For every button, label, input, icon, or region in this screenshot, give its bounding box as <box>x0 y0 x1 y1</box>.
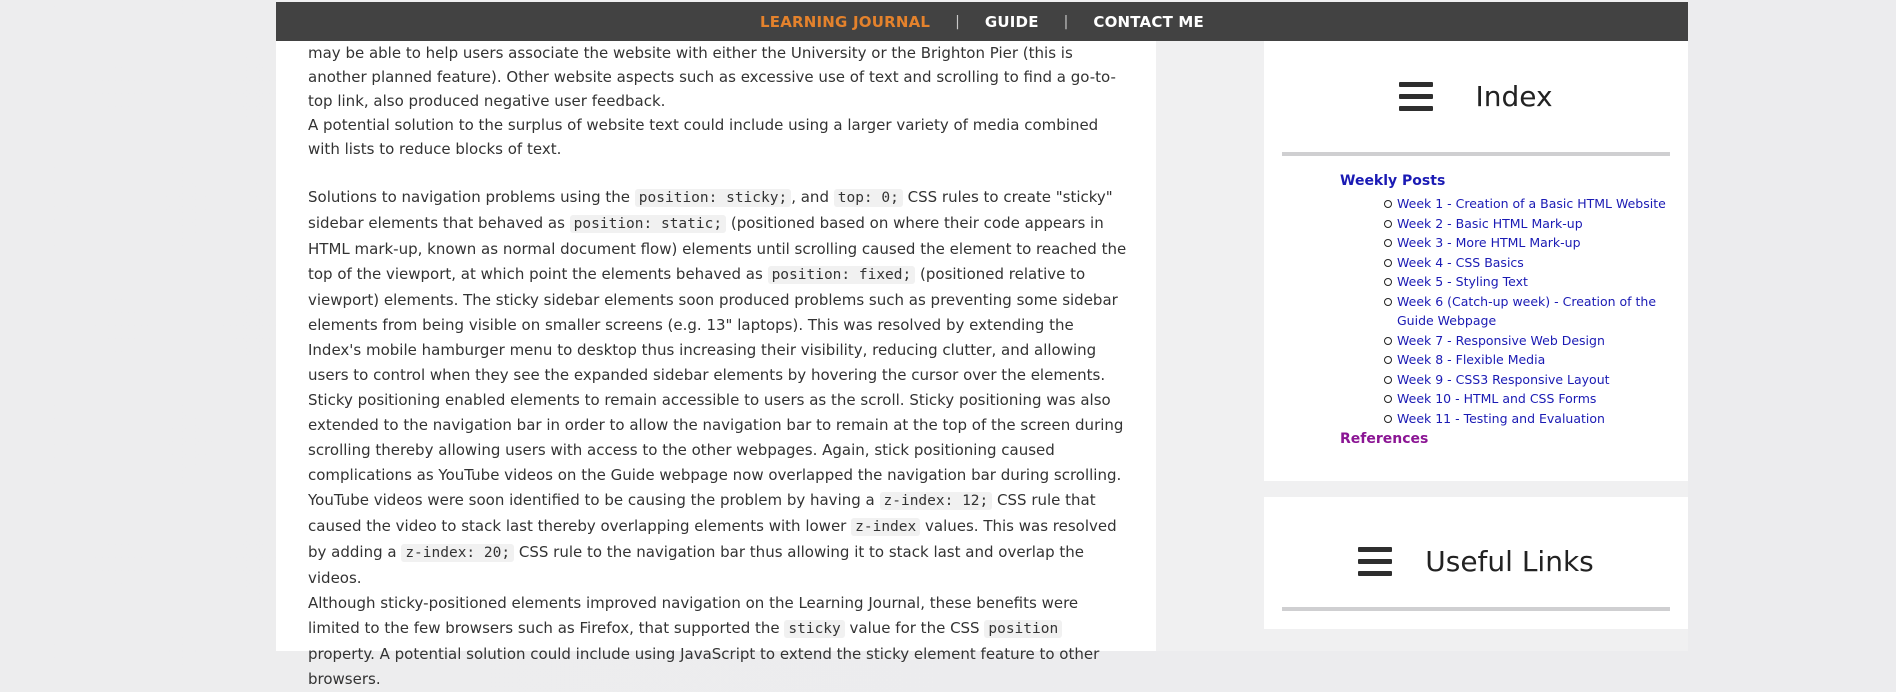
hamburger-menu-icon[interactable] <box>1399 82 1433 111</box>
nav-separator: | <box>955 13 960 30</box>
list-item <box>1384 292 1680 331</box>
week-3-link[interactable]: Week 3 - More HTML Mark-up <box>1397 235 1581 250</box>
code-snippet: position: sticky; <box>635 189 791 207</box>
week-7-link[interactable]: Week 7 - Responsive Web Design <box>1397 332 1605 348</box>
useful-links-card <box>1264 497 1688 629</box>
list-item <box>1384 233 1680 253</box>
code-snippet: top: 0; <box>834 189 903 207</box>
paragraph-text-solution: A potential solution to the surplus of website text could include using a larger variety of media combined with lists to reduce blocks of text. <box>308 116 1099 158</box>
index-navigation <box>1340 172 1680 449</box>
index-header[interactable] <box>1264 41 1688 152</box>
weekly-posts-link[interactable]: Weekly Posts <box>1340 173 1446 189</box>
main-content <box>276 41 1156 688</box>
index-title: Index <box>1475 80 1553 113</box>
list-item <box>1384 272 1680 292</box>
nav-contact-link[interactable]: CONTACT ME <box>1093 12 1205 31</box>
divider <box>1282 607 1670 611</box>
list-item <box>1384 331 1680 351</box>
week-9-link[interactable]: Week 9 - CSS3 Responsive Layout <box>1397 371 1610 387</box>
paragraph-feedback: may be able to help users associate the website with either the University or the Brighton Pier (this is another planned feature). Other website aspects such as excessive use of text and scrolling to find a go-to-top link, also produced negative user feedback. <box>308 44 1116 110</box>
week-2-link[interactable]: Week 2 - Basic HTML Mark-up <box>1397 215 1583 231</box>
paragraph-sticky-navigation: Sticky positioning enabled elements to remain accessible to users as the scroll. Sticky positioning was also extended to the navigation bar in order to allow the navigation bar to remain at the top of the screen during scrolling thereby allowing users with access to the other webpages. Again, stick positioning caused complications as YouTube videos on the Guide webpage now overlapped the navigation bar during scrolling. YouTube videos were soon identified to be causing the problem by having a z-index: 12; CSS rule that caused the video to stack last thereby overlapping elements with lower z-index values. This was resolved by adding a z-index: 20; CSS rule to the navigation bar thus allowing it to stack last and overlap the videos. <box>308 391 1124 587</box>
list-item <box>1384 253 1680 273</box>
list-item <box>1384 214 1680 234</box>
nav-guide-link[interactable]: GUIDE <box>984 12 1039 31</box>
list-item <box>1384 194 1680 214</box>
list-item <box>1384 389 1680 409</box>
week-11-link[interactable]: Week 11 - Testing and Evaluation <box>1397 410 1605 426</box>
hamburger-menu-icon[interactable] <box>1358 547 1392 576</box>
list-item <box>1384 409 1680 429</box>
divider <box>1282 152 1670 156</box>
paragraph-sticky-solution: Solutions to navigation problems using the position: sticky; , and top: 0; CSS rules to create "sticky" sidebar elements that behaved as position: static; (positioned based on where their code appears in HTML mark-up, known as normal document flow) elements until scrolling caused the element to reached the top of the viewport, at which point the elements behaved as position: fixed; (positioned relative to viewport) elements. The sticky sidebar elements soon produced problems such as preventing some sidebar elements from being visible on smaller screens (e.g. 13" laptops). This was resolved by extending the Index's mobile hamburger menu to desktop thus increasing their visibility, reducing clutter, and allowing users to control when they see the expanded sidebar elements by hovering the cursor over the elements. <box>308 188 1127 384</box>
week-4-link[interactable]: Week 4 - CSS Basics <box>1397 254 1524 270</box>
index-card <box>1264 41 1688 481</box>
week-8-link[interactable]: Week 8 - Flexible Media <box>1397 352 1546 367</box>
code-snippet: z-index: 12; <box>880 492 993 510</box>
list-item <box>1384 370 1680 390</box>
week-1-link[interactable]: Week 1 - Creation of a Basic HTML Website <box>1397 196 1666 211</box>
paragraph-browser-support: Although sticky-positioned elements improved navigation on the Learning Journal, these benefits were limited to the few browsers such as Firefox, that supported the sticky value for the CSS position property. A potential solution could include using JavaScript to extend the sticky element feature to other browsers. <box>308 594 1100 688</box>
weeks-list <box>1384 194 1680 428</box>
references-link[interactable]: References <box>1340 431 1429 447</box>
code-snippet: position: static; <box>570 215 726 233</box>
nav-separator: | <box>1063 13 1069 30</box>
article-body <box>308 41 1128 692</box>
week-6-link[interactable]: Week 6 (Catch-up week) - Creation of the Guide Webpage <box>1397 293 1657 328</box>
code-snippet: sticky <box>784 620 844 638</box>
week-10-link[interactable]: Week 10 - HTML and CSS Forms <box>1397 391 1597 406</box>
week-5-link[interactable]: Week 5 - Styling Text <box>1397 274 1528 289</box>
code-snippet: z-index <box>851 518 920 536</box>
useful-links-title: Useful Links <box>1425 544 1594 578</box>
top-navigation-bar <box>276 2 1688 41</box>
code-snippet: z-index: 20; <box>401 544 514 562</box>
useful-links-header[interactable] <box>1264 497 1688 625</box>
code-snippet: position <box>984 620 1062 638</box>
code-snippet: position: fixed; <box>768 266 916 284</box>
nav-learning-journal-link[interactable]: LEARNING JOURNAL <box>759 12 931 31</box>
list-item <box>1384 350 1680 370</box>
